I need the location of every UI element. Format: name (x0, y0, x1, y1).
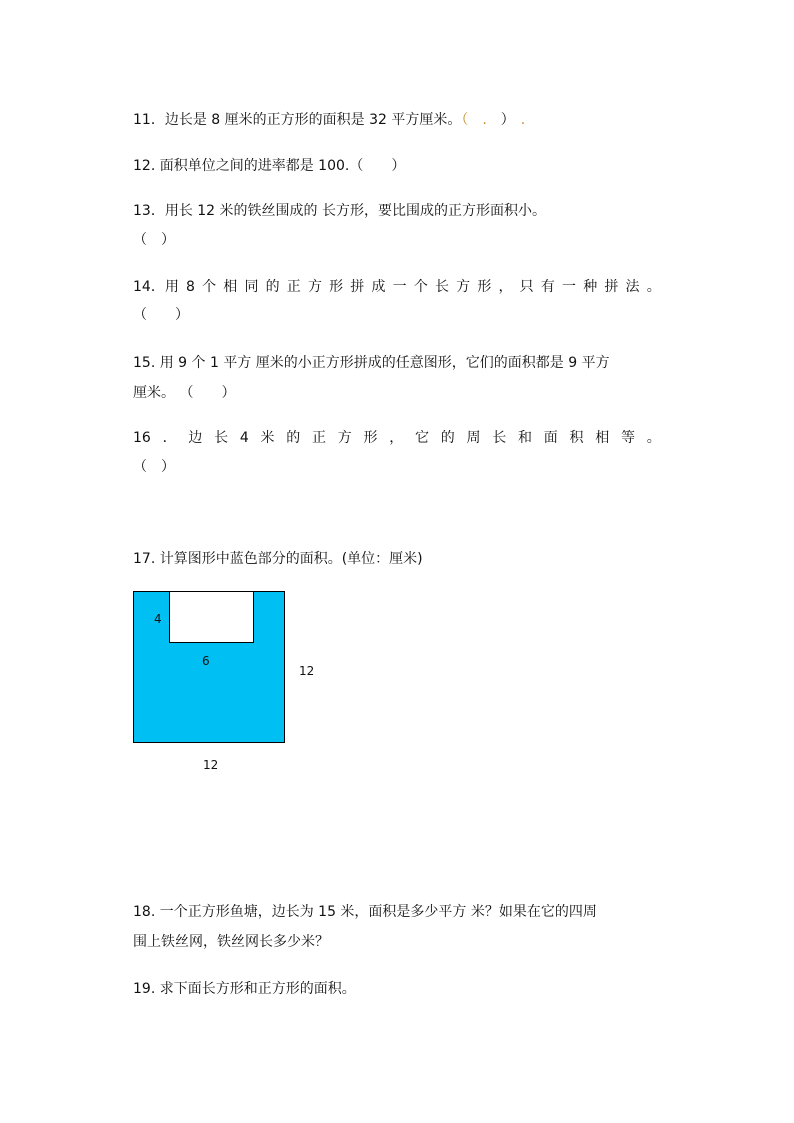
q16-char: 周 (466, 430, 481, 446)
q16-char: 它 (415, 430, 429, 446)
q16-char: 形 (363, 430, 378, 446)
question-11-tail: . (520, 112, 526, 128)
q14-char: 一 (392, 279, 407, 295)
q14-char: ， (498, 279, 513, 295)
q16-char: 4 (239, 430, 249, 446)
q14-char: 拼 (350, 279, 365, 295)
question-14-line-2: （ ） (133, 307, 189, 323)
q16-char: 16 (133, 430, 151, 446)
question-16-line-2: （ ） (133, 459, 175, 475)
question-13-line-1: 13．用长 12 米的铁丝围成的 长方形，要比围成的正方形面积小。 (133, 203, 546, 219)
q16-char: 面 (543, 430, 558, 446)
q16-char: 米 (260, 430, 275, 446)
q14-char: 相 (223, 279, 238, 295)
question-11-text: 11．边长是 8 厘米的正方形的面积是 32 平方厘米。 (133, 112, 462, 128)
q14-char: 长 (434, 279, 449, 295)
outer-width-label: 12 (203, 758, 219, 772)
q16-char: ． (162, 430, 177, 446)
answer-blank-close: ） (500, 112, 515, 128)
question-18-line-1: 18. 一个正方形鱼塘，边长为 15 米，面积是多少平方 米？如果在它的四周 (133, 904, 597, 920)
cutout-height-label: 4 (154, 612, 162, 626)
q14-char: 同 (244, 279, 259, 295)
q14-char: 14．用 (133, 279, 179, 295)
q14-char: 形 (477, 279, 492, 295)
answer-blank-open: （ (461, 112, 469, 128)
q14-char: 的 (265, 279, 280, 295)
question-18-line-2: 围上铁丝网，铁丝网长多少米？ (133, 934, 329, 950)
q14-char: 法 (625, 279, 640, 295)
q16-char: 方 (337, 430, 352, 446)
q14-char: 方 (307, 279, 322, 295)
question-19: 19. 求下面长方形和正方形的面积。 (133, 981, 356, 997)
answer-blank-dot: . (482, 112, 487, 128)
q16-char: ， (389, 430, 404, 446)
q14-char: 一 (562, 279, 577, 295)
q16-char: 相 (595, 430, 610, 446)
q16-char: 的 (286, 430, 301, 446)
question-12: 12. 面积单位之间的进率都是 100.（ ） (133, 158, 406, 174)
q16-char: 长 (492, 430, 507, 446)
q14-char: 方 (456, 279, 471, 295)
q16-char: 和 (518, 430, 532, 446)
q14-char: 成 (371, 279, 386, 295)
q14-char: 个 (413, 279, 428, 295)
question-13-line-2: （ ） (133, 232, 175, 248)
q14-char: 拼 (604, 279, 619, 295)
q16-char: 。 (646, 430, 661, 446)
q16-char: 等 (621, 430, 635, 446)
q16-char: 积 (569, 430, 584, 446)
q14-char: 8 (186, 279, 195, 295)
q16-char: 长 (214, 430, 229, 446)
q16-char: 的 (440, 430, 455, 446)
q14-char: 正 (286, 279, 301, 295)
q16-char: 边 (188, 430, 203, 446)
question-15-line-1: 15. 用 9 个 1 平方 厘米的小正方形拼成的任意图形，它们的面积都是 9 平方 (133, 355, 610, 371)
q14-char: 只 (519, 279, 534, 295)
q14-char: 有 (540, 279, 555, 295)
question-15-line-2: 厘米。 （ ） (133, 385, 236, 401)
q14-char: 种 (583, 279, 598, 295)
cutout-width-label: 6 (202, 654, 210, 668)
q14-char: 个 (202, 279, 217, 295)
question-17: 17. 计算图形中蓝色部分的面积。(单位：厘米) (133, 551, 423, 567)
outer-height-label: 12 (299, 664, 315, 678)
white-cutout-rect (170, 592, 254, 643)
q14-char: 。 (646, 279, 661, 295)
q14-char: 形 (329, 279, 344, 295)
q16-char: 正 (312, 430, 326, 446)
